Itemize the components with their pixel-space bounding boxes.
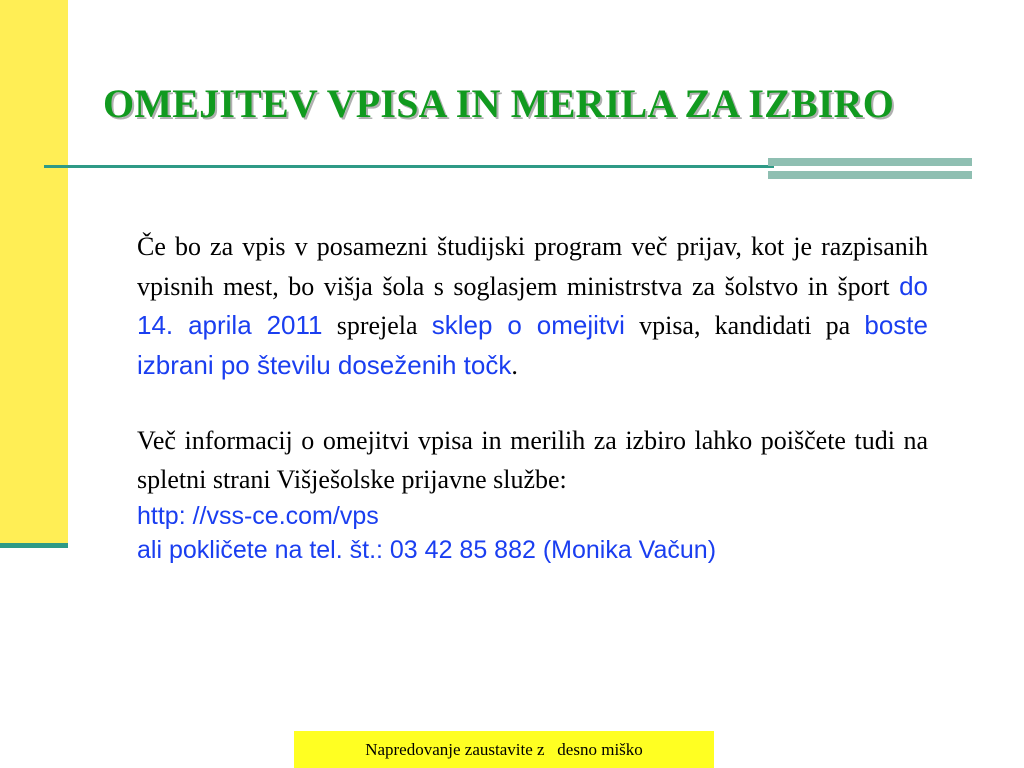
paragraph-text: . [511,350,518,380]
paragraph-text: sprejela [322,311,432,340]
info-paragraph [137,422,928,499]
left-accent-rule [0,543,68,548]
enrollment-paragraph [137,228,928,385]
footer-hint: Napredovanje zaustavite z desno miško [294,731,714,768]
title-divider-block-bottom [768,171,972,179]
decision-highlight: sklep o omejitvi [431,310,625,340]
title-divider-block-top [768,158,972,166]
paragraph-text: vpisa, kandidati pa [624,311,865,340]
info-text: Več informacij o omejitvi vpisa in merilih za izbiro lahko poiščete tudi na spletni strani Višješolske prijavne službe: [137,426,928,494]
selection-highlight: boste izbrani po številu doseženih točk [137,310,928,380]
slide-body [137,228,928,567]
title-divider-line [44,165,774,168]
left-accent-bar [0,0,68,546]
website-link[interactable]: http: //vss-ce.com/vps [137,502,379,530]
slide-title: OMEJITEV VPISA IN MERILA ZA IZBIRO [103,81,895,126]
deadline-highlight: do 14. aprila 2011 [137,270,928,340]
phone-contact: ali pokličete na tel. št.: 03 42 85 882 (Monika Vačun) [137,536,717,564]
paragraph-text: Če bo za vpis v posamezni študijski program več prijav, kot je razpisanih vpisnih mest, bo višja šola s soglasjem ministrstva za šolstvo in šport [137,232,928,301]
